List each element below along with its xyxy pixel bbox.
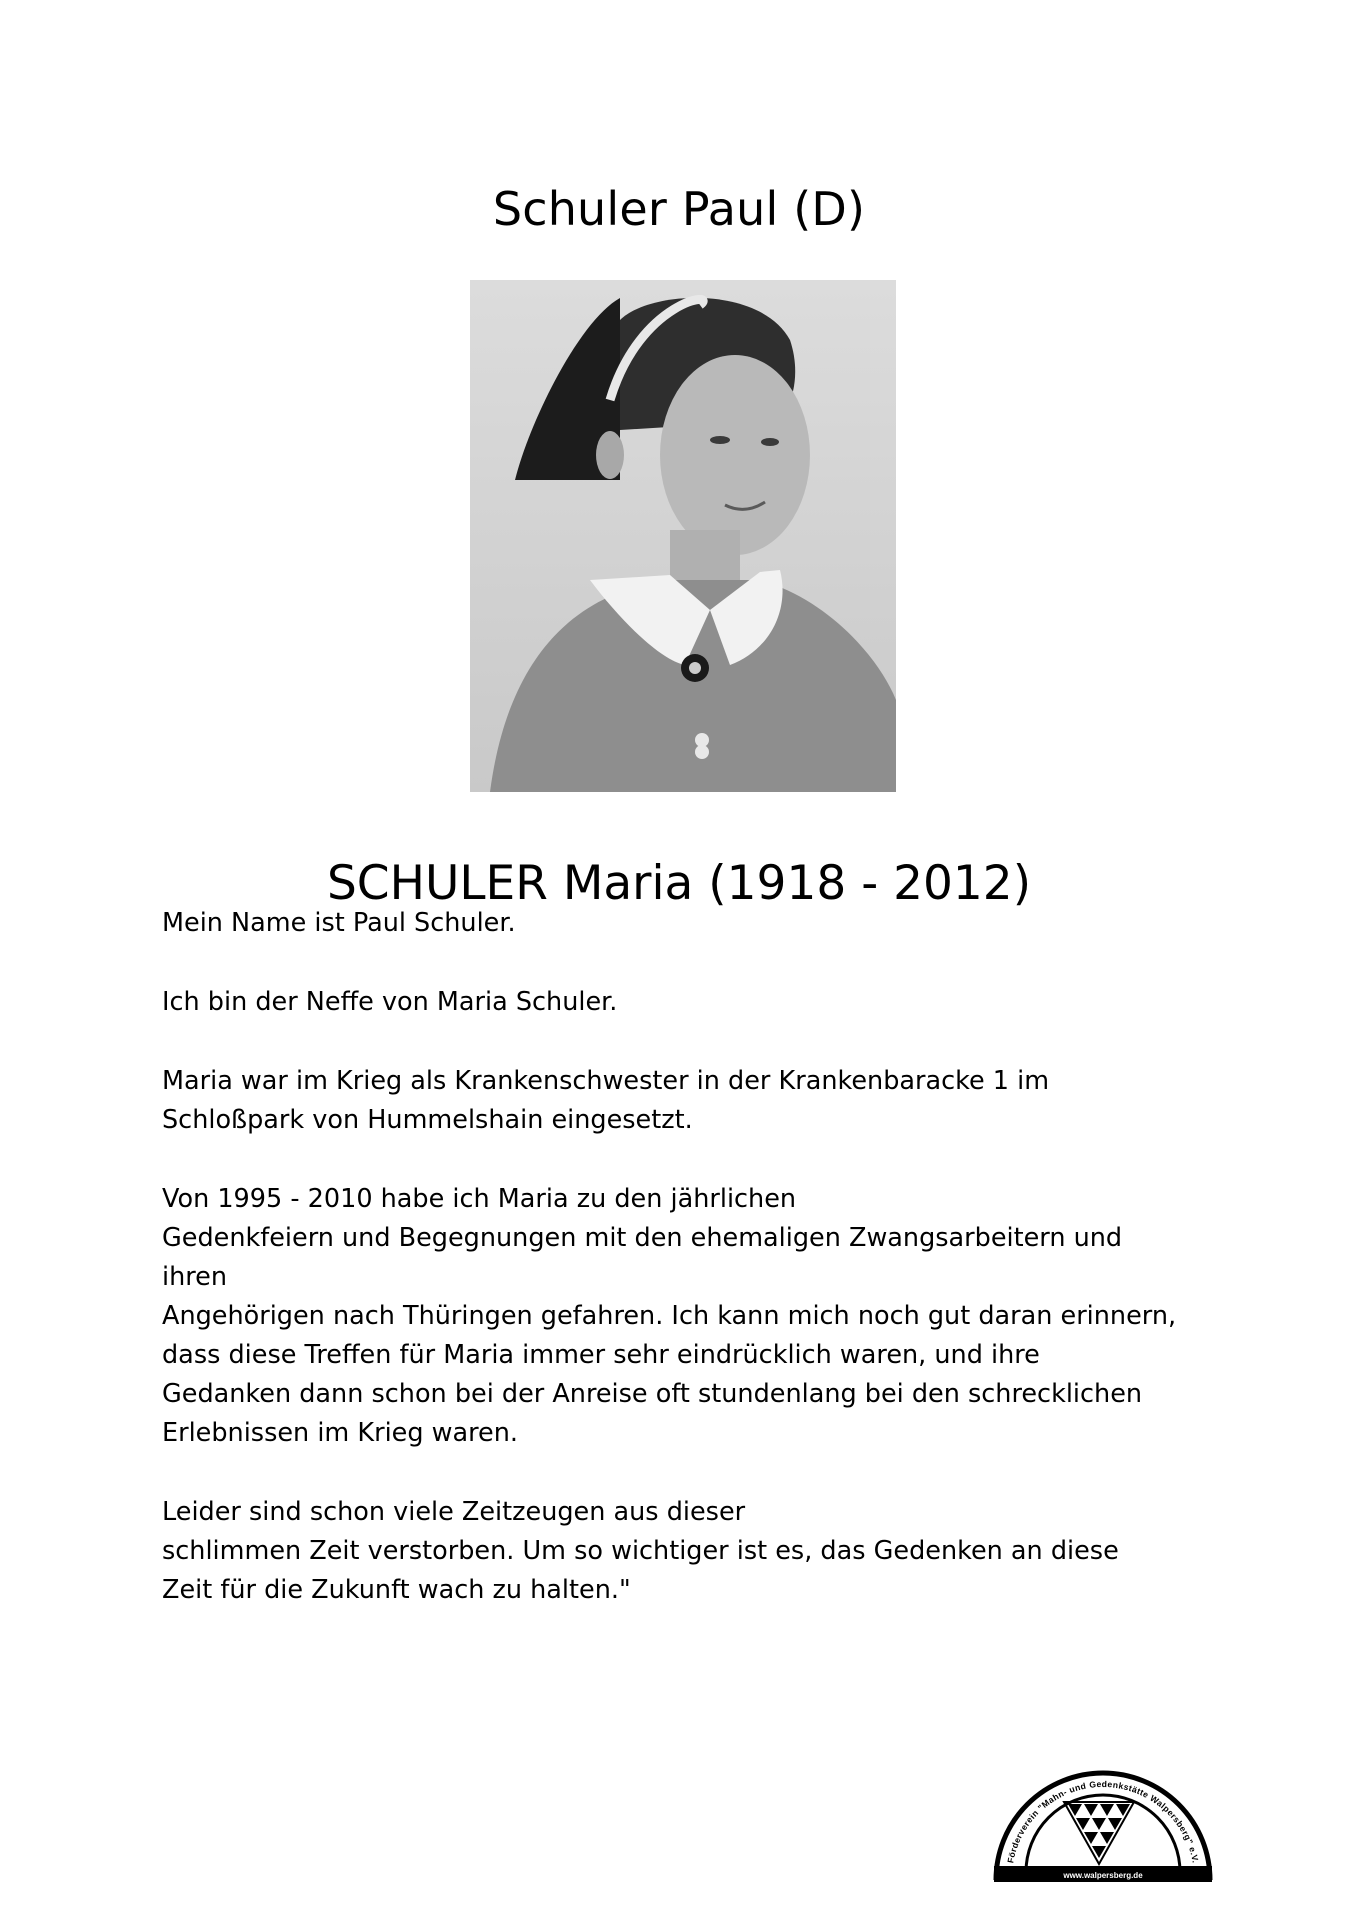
text-line: Mein Name ist Paul Schuler. — [162, 908, 516, 938]
text-line: Zeit für die Zukunft wach zu halten." — [162, 1575, 631, 1605]
text-line: Maria war im Krieg als Krankenschwester in der Krankenbaracke 1 im — [162, 1066, 1050, 1096]
portrait-illustration — [470, 280, 896, 792]
text-line: Gedenkfeiern und Begegnungen mit den ehemaligen Zwangsarbeitern und — [162, 1223, 1123, 1253]
subject-heading: SCHULER Maria (1918 - 2012) — [326, 856, 1032, 911]
text-line: Von 1995 - 2010 habe ich Maria zu den jährlichen — [162, 1184, 797, 1214]
text-line: Gedanken dann schon bei der Anreise oft stundenlang bei den schrecklichen — [162, 1379, 1143, 1409]
page-title: Schuler Paul (D) — [492, 181, 866, 236]
text-line: Angehörigen nach Thüringen gefahren. Ich kann mich noch gut daran erinnern, — [162, 1301, 1177, 1331]
portrait-photo — [470, 280, 896, 792]
text-line: schlimmen Zeit verstorben. Um so wichtiger ist es, das Gedenken an diese — [162, 1536, 1119, 1566]
paragraph-war-service — [162, 1062, 1222, 1140]
memorial-logo-graphic — [990, 1754, 1216, 1884]
paragraph-relation — [162, 983, 1222, 1022]
paragraph-closing — [162, 1493, 1222, 1610]
text-line: Leider sind schon viele Zeitzeugen aus dieser — [162, 1497, 746, 1527]
text-line: Ich bin der Neffe von Maria Schuler. — [162, 987, 618, 1017]
logo-url: www.walpersberg.de — [1063, 1871, 1143, 1880]
text-line: dass diese Treffen für Maria immer sehr eindrücklich waren, und ihre — [162, 1340, 1040, 1370]
text-line: ihren — [162, 1262, 228, 1292]
text-line: Erlebnissen im Krieg waren. — [162, 1418, 518, 1448]
memorial-logo-icon — [990, 1754, 1216, 1884]
text-line: Schloßpark von Hummelshain eingesetzt. — [162, 1105, 693, 1135]
paragraph-memorial-trips — [162, 1180, 1222, 1453]
logo-arc-text: Förderverein "Mahn- und Gedenkstätte Walpersberg" e.V. — [1005, 1778, 1201, 1864]
paragraph-intro — [162, 904, 1222, 943]
body-text — [162, 904, 1222, 1650]
